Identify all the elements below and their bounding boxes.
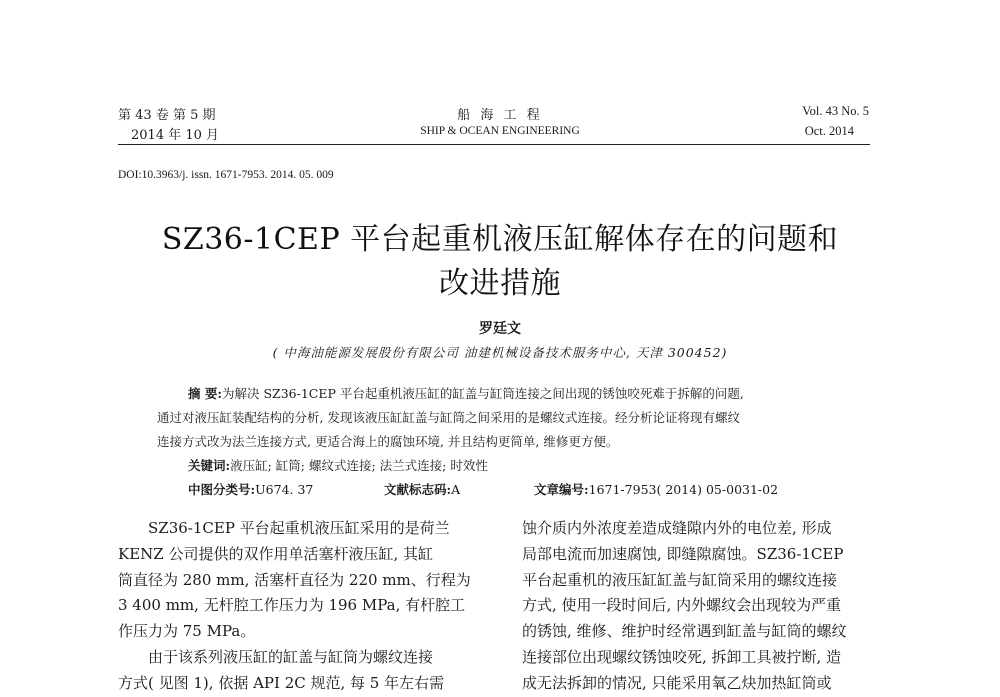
body-line: 作压力为 75 MPa。 <box>118 622 256 641</box>
article-number-value: 1671-7953( 2014) 05-0031-02 <box>588 482 779 497</box>
doc-code-value: A <box>451 482 461 497</box>
keywords-label: 关键词: <box>188 458 231 473</box>
body-column-right <box>522 516 888 697</box>
journal-name-en: SHIP & OCEAN ENGINEERING <box>420 125 580 137</box>
body-line: 筒直径为 280 mm, 活塞杆直径为 220 mm、行程为 <box>118 570 471 589</box>
abstract-line: 连接方式改为法兰连接方式, 更适合海上的腐蚀环境, 并且结构更简单, 维修更方便。 <box>157 434 619 449</box>
abstract-line: 通过对液压缸装配结构的分析, 发现该液压缸缸盖与缸筒之间采用的是螺纹式连接。经分析论证将现有螺纹 <box>157 410 740 425</box>
clc-number <box>188 480 313 498</box>
article-number <box>534 480 778 498</box>
article-number-label: 文章编号: <box>534 482 589 497</box>
document-code <box>384 480 460 498</box>
body-line: SZ36-1CEP 平台起重机液压缸采用的是荷兰 <box>118 519 450 537</box>
paper-title-line1: SZ36-1CEP 平台起重机液压缸解体存在的问题和 <box>161 222 839 257</box>
body-line: 蚀介质内外浓度差造成缝隙内外的电位差, 形成 <box>522 519 832 537</box>
doc-code-label: 文献标志码: <box>384 482 452 497</box>
doi: DOI:10.3963/j. issn. 1671-7953. 2014. 05. 009 <box>118 169 334 181</box>
clc-value: U674. 37 <box>255 482 314 497</box>
keywords <box>188 456 488 474</box>
paper-title-line2: 改进措施 <box>439 266 561 301</box>
header-divider <box>118 144 870 145</box>
journal-name-cn: 船 海 工 程 <box>457 108 543 123</box>
clc-label: 中图分类号: <box>188 482 256 497</box>
abstract-label: 摘 要: <box>188 386 222 401</box>
body-line: 方式( 见图 1), 依据 API 2C 规范, 每 5 年左右需 <box>118 673 445 692</box>
body-line: KENZ 公司提供的双作用单活塞杆液压缸, 其缸 <box>118 544 434 563</box>
abstract-text: 为解决 SZ36-1CEP 平台起重机液压缸的缸盖与缸筒连接之间出现的锈蚀咬死难于拆解的问题, <box>221 386 744 401</box>
journal-volume-issue-en: Vol. 43 No. 5 <box>802 104 869 118</box>
abstract-line <box>188 384 744 402</box>
body-line: 平台起重机的液压缸缸盖与缸筒采用的螺纹连接 <box>522 570 838 589</box>
body-line: 连接部位出现螺纹锈蚀咬死, 拆卸工具被拧断, 造 <box>522 647 842 666</box>
body-line: 局部电流而加速腐蚀, 即缝隙腐蚀。SZ36-1CEP <box>522 544 844 563</box>
journal-date: 2014 年 10 月 <box>131 128 220 143</box>
body-line: 成无法拆卸的情况, 只能采用氧乙炔加热缸筒或 <box>522 673 832 692</box>
journal-volume-issue: 第 43 卷 第 5 期 <box>118 108 216 123</box>
keywords-text: 液压缸; 缸筒; 螺纹式连接; 法兰式连接; 时效性 <box>230 458 488 473</box>
body-column-left <box>118 516 492 697</box>
journal-date-en: Oct. 2014 <box>804 124 854 138</box>
body-line: 的锈蚀, 维修、维护时经常遇到缸盖与缸筒的螺纹 <box>522 622 847 641</box>
author: 罗廷文 <box>479 321 521 337</box>
body-line: 由于该系列液压缸的缸盖与缸筒为螺纹连接 <box>118 647 434 666</box>
body-line: 3 400 mm, 无杆腔工作压力为 196 MPa, 有杆腔工 <box>118 596 466 615</box>
body-line: 方式, 使用一段时间后, 内外螺纹会出现较为严重 <box>522 596 842 615</box>
affiliation: ( 中海油能源发展股份有限公司 油建机械设备技术服务中心, 天津 300452) <box>272 345 728 360</box>
